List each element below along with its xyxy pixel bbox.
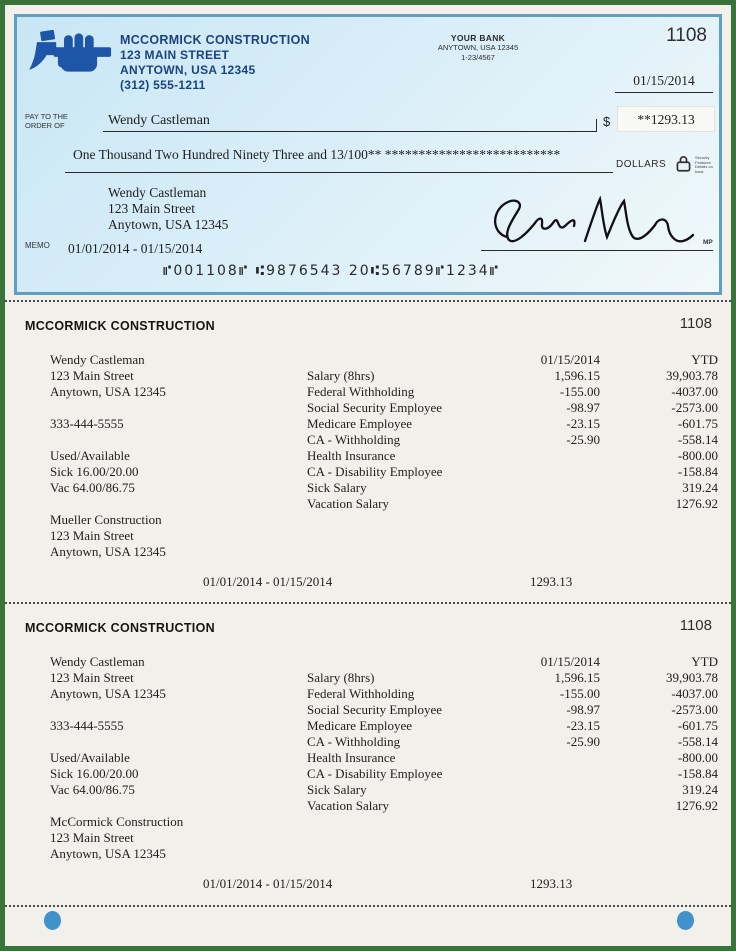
stub-row-label: CA - Withholding (307, 432, 401, 447)
check-panel (14, 14, 722, 295)
stub-left-line (50, 798, 183, 814)
stub-row-ytd: -4037.00 (671, 384, 718, 399)
security-note: Security Features Details on back (695, 155, 713, 174)
amount-in-words: One Thousand Two Hundred Ninety Three and 13/100** ************************** (65, 147, 613, 173)
stub-company-name: MCCORMICK CONSTRUCTION (25, 319, 215, 333)
amount-box: **1293.13 (617, 106, 715, 132)
stub-company-name: MCCORMICK CONSTRUCTION (25, 621, 215, 635)
punch-hole-dot (677, 911, 694, 930)
stub-row-current (420, 798, 600, 814)
check-number: 1108 (666, 25, 707, 46)
dollar-sign: $ (603, 114, 611, 129)
stub-row-ytd: -2573.00 (671, 702, 718, 717)
stub-row-ytd: 319.24 (682, 782, 718, 797)
stub-row-label: Medicare Employee (307, 416, 413, 431)
stub-left-line: McCormick Construction (50, 814, 184, 829)
stub-left-line: 123 Main Street (50, 528, 134, 543)
stub-net-pay: 1293.13 (530, 876, 573, 891)
stub-period-end-date: 01/15/2014 (540, 352, 600, 367)
stub-row-current: -23.15 (566, 416, 600, 431)
stub-period-end-date: 01/15/2014 (540, 654, 600, 669)
stub-left-line: Sick 16.00/20.00 (50, 464, 139, 479)
stub-row-ytd: -800.00 (677, 750, 718, 765)
stub-left-line (50, 432, 166, 448)
stub-row-ytd: -601.75 (677, 416, 718, 431)
stub-row-current: 1,596.15 (554, 670, 600, 685)
bank-block (413, 33, 543, 63)
stub-row-current: -98.97 (566, 702, 600, 717)
stub-row-label: CA - Withholding (307, 734, 401, 749)
stub-row-label: CA - Disability Employee (307, 766, 443, 781)
company-city: ANYTOWN, USA 12345 (120, 63, 256, 77)
stub-row-label: Health Insurance (307, 750, 396, 765)
stub-row-label: Sick Salary (307, 782, 367, 797)
stub-row-current (420, 750, 600, 766)
stub-ytd-column (598, 654, 718, 814)
stub-left-line: Anytown, USA 12345 (50, 846, 166, 861)
payee-underline (103, 119, 597, 132)
stub-row-ytd: 1276.92 (675, 496, 718, 511)
stub-row-label: Salary (8hrs) (307, 670, 375, 685)
stub-row-label: Medicare Employee (307, 718, 413, 733)
stub-check-number: 1108 (679, 315, 712, 332)
stub-net-pay: 1293.13 (530, 574, 573, 589)
stub-row-ytd: -2573.00 (671, 400, 718, 415)
security-lock-icon (676, 155, 691, 172)
payee-address-line: 123 Main Street (108, 201, 195, 216)
stub-row-label: Vacation Salary (307, 496, 389, 511)
payee-address-line: Wendy Castleman (108, 185, 207, 200)
stub-row-ytd: -158.84 (677, 766, 718, 781)
stub-left-line: Sick 16.00/20.00 (50, 766, 139, 781)
company-name: MCCORMICK CONSTRUCTION (120, 33, 310, 47)
stub-pay-period: 01/01/2014 - 01/15/2014 (203, 876, 333, 891)
stub-row-current: -23.15 (566, 718, 600, 733)
company-phone: (312) 555-1211 (120, 78, 206, 92)
stub-left-line (50, 400, 166, 416)
memo-label: MEMO (25, 241, 50, 250)
stub-ytd-column (598, 352, 718, 512)
hammer-fist-logo-icon (27, 29, 115, 83)
stub-employee-column (50, 654, 183, 862)
payee-address-block (108, 185, 228, 233)
stub-check-number: 1108 (679, 617, 712, 634)
stub-row-current: -155.00 (559, 686, 600, 701)
stub-row-ytd: -158.84 (677, 464, 718, 479)
stub-row-ytd: -601.75 (677, 718, 718, 733)
punch-hole-dot (44, 911, 61, 930)
pay-stub-1 (0, 302, 736, 602)
stub-current-amount-column (420, 654, 600, 814)
stub-row-current (420, 766, 600, 782)
stub-row-label: Vacation Salary (307, 798, 389, 813)
stub-row-current (420, 464, 600, 480)
stub-left-line: 333-444-5555 (50, 718, 124, 733)
company-address-block (120, 33, 310, 93)
stub-row-label: Federal Withholding (307, 686, 415, 701)
bank-address: ANYTOWN, USA 12345 (437, 43, 519, 52)
stub-row-current (420, 496, 600, 512)
stub-employee-column (50, 352, 166, 560)
stub-left-line: Used/Available (50, 448, 130, 463)
check-date: 01/15/2014 (615, 73, 713, 93)
stub-row-label: Sick Salary (307, 480, 367, 495)
stub-left-line: Used/Available (50, 750, 130, 765)
stub-ytd-header: YTD (691, 654, 718, 669)
stub-row-current (420, 480, 600, 496)
stub-row-current: -25.90 (566, 432, 600, 447)
stub-pay-period: 01/01/2014 - 01/15/2014 (203, 574, 333, 589)
stub-row-label: Health Insurance (307, 448, 396, 463)
signature-initials: MP (703, 239, 713, 246)
stub-row-current: -155.00 (559, 384, 600, 399)
stub-left-line: 333-444-5555 (50, 416, 124, 431)
stub-row-ytd: 1276.92 (675, 798, 718, 813)
stub-current-amount-column (420, 352, 600, 512)
stub-left-line: Mueller Construction (50, 512, 162, 527)
stub-left-line: Wendy Castleman (50, 352, 145, 367)
stub-left-line (50, 496, 166, 512)
stub-row-ytd: 39,903.78 (666, 670, 718, 685)
stub-row-label: Federal Withholding (307, 384, 415, 399)
stub-row-label: Social Security Employee (307, 702, 443, 717)
pay-to-the-order-of-label: PAY TO THE ORDER OF (25, 112, 68, 130)
stub-row-ytd: -558.14 (677, 432, 718, 447)
stub-left-line: 123 Main Street (50, 670, 134, 685)
company-street: 123 MAIN STREET (120, 48, 230, 62)
stub-row-current: -25.90 (566, 734, 600, 749)
signature-line (481, 250, 713, 251)
stub-row-ytd: -800.00 (677, 448, 718, 463)
stub-ytd-header: YTD (691, 352, 718, 367)
micr-routing-line: ⑈001108⑈ ⑆9876543 20⑆56789⑈1234⑈ (163, 263, 501, 279)
stub-row-ytd: -558.14 (677, 734, 718, 749)
dollars-label: DOLLARS (616, 159, 667, 170)
stub-row-label: Salary (8hrs) (307, 368, 375, 383)
stub-left-line: 123 Main Street (50, 368, 134, 383)
stub-left-line: Anytown, USA 12345 (50, 384, 166, 399)
stub-left-line: 123 Main Street (50, 830, 134, 845)
stub-row-ytd: 319.24 (682, 480, 718, 495)
stub-row-current: 1,596.15 (554, 368, 600, 383)
stub-row-ytd: -4037.00 (671, 686, 718, 701)
stub-left-line: Vac 64.00/86.75 (50, 782, 135, 797)
memo-text: 01/01/2014 - 01/15/2014 (68, 241, 203, 256)
handwritten-signature (479, 195, 695, 253)
payee-name: Wendy Castleman (108, 113, 210, 128)
bank-name: YOUR BANK (450, 33, 506, 43)
stub-row-label: Social Security Employee (307, 400, 443, 415)
stub-row-current (420, 782, 600, 798)
stub-row-ytd: 39,903.78 (666, 368, 718, 383)
stub-left-line: Anytown, USA 12345 (50, 544, 166, 559)
stub-left-line: Vac 64.00/86.75 (50, 480, 135, 495)
stub-left-line: Anytown, USA 12345 (50, 686, 166, 701)
perforation-line (5, 905, 731, 907)
stub-row-current (420, 448, 600, 464)
stub-row-current: -98.97 (566, 400, 600, 415)
stub-left-line (50, 702, 183, 718)
pay-stub-2 (0, 604, 736, 904)
stub-left-line (50, 734, 183, 750)
payee-address-line: Anytown, USA 12345 (108, 217, 229, 232)
bank-fraction-number: 1-23/4567 (461, 53, 495, 62)
stub-left-line: Wendy Castleman (50, 654, 145, 669)
stub-row-label: CA - Disability Employee (307, 464, 443, 479)
